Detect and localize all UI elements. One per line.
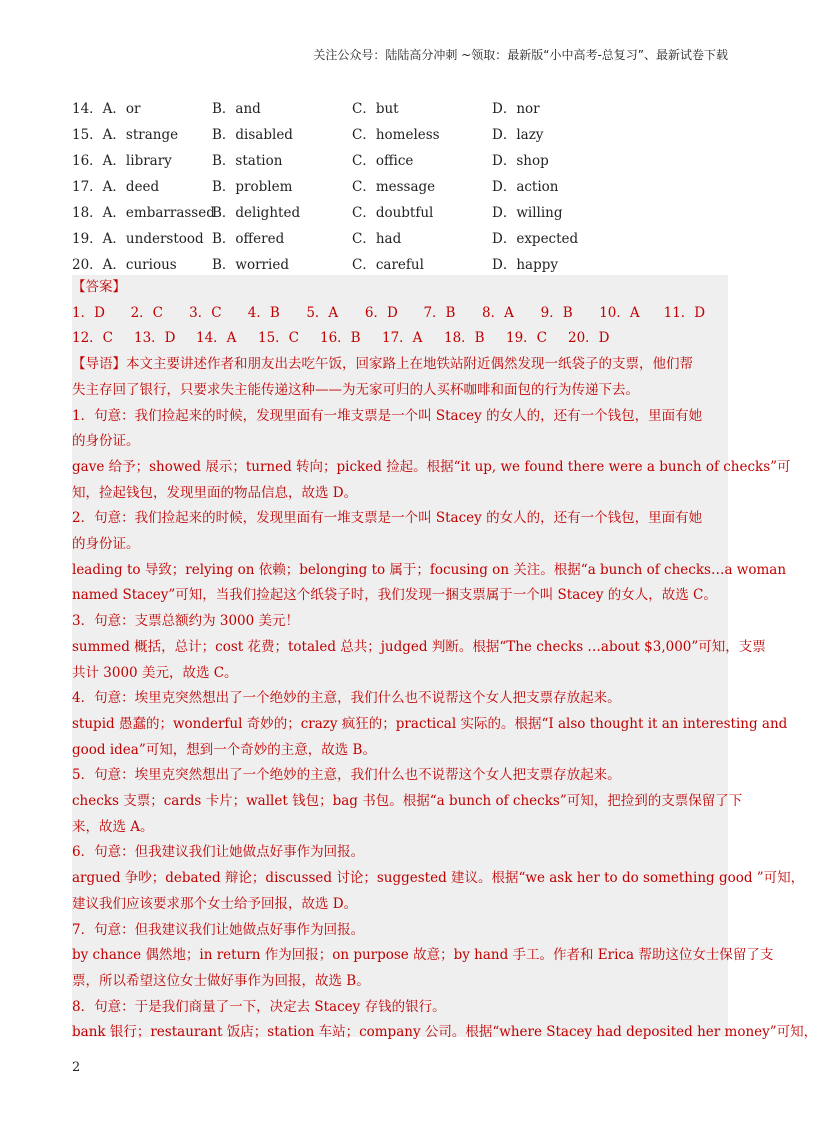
explanation-line: gave 给予；showed 展示；turned 转向；picked 捡起。根据“it up, we found there were a bunch of checks”可	[72, 458, 791, 475]
answer-item: 13．D	[134, 330, 176, 347]
answer-item: 18．B	[444, 330, 485, 347]
answer-item: 7．B	[423, 304, 456, 321]
explanation-line: leading to 导致；relying on 依赖；belonging to 属于；focusing on 关注。根据“a bunch of checks…a woman	[72, 561, 787, 578]
option-choice: D．shop	[492, 153, 549, 169]
explanation-line: 4．句意：埃里克突然想出了一个绝妙的主意，我们什么也不说帮这个女人把支票存放起来。	[72, 690, 621, 707]
option-choice: 17．A．deed	[72, 179, 160, 195]
option-choice: B．station	[212, 153, 283, 169]
option-choice: B．worried	[212, 257, 289, 273]
page-header: 关注公众号：陆陆高分冲刺 ~领取：最新版“小中高考-总复习”、最新试卷下载	[313, 48, 728, 62]
explanation-lines	[72, 352, 817, 1046]
explanation-line: bank 银行；restaurant 饭店；station 车站；company 公司。根据“where Stacey had deposited her money”可知，	[72, 1024, 817, 1041]
answer-item: 16．B	[320, 330, 361, 347]
explanation-line: 6．句意：但我建议我们让她做点好事作为回报。	[72, 844, 365, 861]
option-choice: D．action	[492, 179, 559, 195]
explanation-line: summed 概括，总计；cost 花费；totaled 总共；judged 判断。根据“The checks …about $3,000”可知，支票	[72, 638, 766, 655]
option-choice: 18．A．embarrassed	[72, 205, 215, 221]
answer-item: 1．D	[72, 304, 105, 321]
answer-item: 9．B	[540, 304, 573, 321]
option-row	[72, 172, 728, 198]
option-choice: D．happy	[492, 257, 558, 273]
option-row	[72, 198, 728, 224]
explanation-line: 共计 3000 美元，故选 C。	[72, 664, 238, 681]
explanation-line: 2．句意：我们捡起来的时候，发现里面有一堆支票是一个叫 Stacey 的女人的，还有一个钱包，里面有她	[72, 510, 703, 527]
answer-item: 14．A	[196, 330, 237, 347]
explanation-line: 1．句意：我们捡起来的时候，发现里面有一堆支票是一个叫 Stacey 的女人的，还有一个钱包，里面有她	[72, 407, 703, 424]
option-choice: D．willing	[492, 205, 563, 221]
explanation-line: good idea”可知，想到一个奇妙的主意，故选 B。	[72, 741, 376, 758]
option-choice: C．doubtful	[352, 205, 434, 221]
answer-item: 12．C	[72, 330, 114, 347]
answer-item: 10．A	[599, 304, 640, 321]
option-choice: B．and	[212, 101, 261, 117]
explanation-line: 票，所以希望这位女士做好事作为回报，故选 B。	[72, 972, 370, 989]
options-table	[72, 94, 728, 276]
explanation-line: checks 支票；cards 卡片；wallet 钱包；bag 书包。根据“a bunch of checks”可知，把捡到的支票保留了下	[72, 793, 743, 810]
explanation-line: named Stacey”可知，当我们捡起这个纸袋子时，我们发现一捆支票属于一个叫 Stacey 的女人，故选 C。	[72, 587, 717, 604]
option-choice: C．message	[352, 179, 436, 195]
explanation-line: 8．句意：于是我们商量了一下，决定去 Stacey 存钱的银行。	[72, 998, 446, 1015]
answer-item: 4．B	[247, 304, 280, 321]
answer-item: 5．A	[306, 304, 339, 321]
answer-item: 8．A	[482, 304, 514, 321]
option-choice: C．careful	[352, 257, 424, 273]
explanation-line: 失主存回了银行，只要求失主能传递这种——为无家可归的人买杯咖啡和面包的行为传递下去。	[72, 381, 639, 398]
option-choice: 20．A．curious	[72, 257, 177, 273]
option-row	[72, 146, 728, 172]
option-row	[72, 224, 728, 250]
option-choice: C．homeless	[352, 127, 440, 143]
option-choice: C．had	[352, 231, 402, 247]
option-row	[72, 120, 728, 146]
option-choice: B．disabled	[212, 127, 293, 143]
option-row	[72, 94, 728, 120]
option-row	[72, 250, 728, 276]
explanation-line: 7．句意：但我建议我们让她做点好事作为回报。	[72, 921, 365, 938]
answer-item: 17．A	[382, 330, 423, 347]
explanation-line: 建议我们应该要求那个女士给予回报，故选 D。	[72, 895, 358, 912]
answer-item: 15．C	[258, 330, 300, 347]
explanation-line: by chance 偶然地；in return 作为回报；on purpose 故意；by hand 手工。作者和 Erica 帮助这位女士保留了支	[72, 947, 774, 964]
answer-item: 20．D	[568, 330, 610, 347]
explanation-line: 3．句意：支票总额约为 3000 美元！	[72, 613, 300, 630]
answer-block	[72, 275, 817, 1041]
option-choice: 16．A．library	[72, 153, 172, 169]
explanation-line: stupid 愚蠢的；wonderful 奇妙的；crazy 疯狂的；practical 实际的。根据“I also thought it an interesting and	[72, 715, 788, 732]
answer-item: 11．D	[663, 304, 706, 321]
option-choice: B．delighted	[212, 205, 301, 221]
answer-item: 2．C	[130, 304, 163, 321]
answer-item: 6．D	[364, 304, 398, 321]
option-choice: B．offered	[212, 231, 285, 247]
option-choice: C．but	[352, 101, 399, 117]
explanation-line: 5．句意：埃里克突然想出了一个绝妙的主意，我们什么也不说帮这个女人把支票存放起来。	[72, 767, 621, 784]
explanation-line: 来，故选 A。	[72, 818, 154, 835]
option-choice: D．expected	[492, 231, 579, 247]
explanation-line: 的身份证。	[72, 433, 140, 450]
option-choice: 19．A．understood	[72, 231, 204, 247]
explanation-line: 【导语】本文主要讲述作者和朋友出去吃午饭，回家路上在地铁站附近偶然发现一纸袋子的支票，他们帮	[72, 356, 693, 373]
option-choice: C．office	[352, 153, 414, 169]
answer-item: 19．C	[506, 330, 548, 347]
option-choice: D．nor	[492, 101, 540, 117]
option-choice: B．problem	[212, 179, 293, 195]
answers-row-2	[72, 326, 728, 352]
explanation-line: 的身份证。	[72, 536, 140, 553]
answer-item: 3．C	[189, 304, 222, 321]
explanation-line: 知，捡起钱包，发现里面的物品信息，故选 D。	[72, 484, 358, 501]
option-choice: D．lazy	[492, 127, 544, 143]
explanation-line: argued 争吵；debated 辩论；discussed 讨论；suggested 建议。根据“we ask her to do something good ”可知，	[72, 870, 805, 887]
page-number: 2	[72, 1060, 81, 1075]
option-choice: 14．A．or	[72, 101, 141, 117]
answer-title: 【答案】	[72, 279, 126, 295]
option-choice: 15．A．strange	[72, 127, 179, 143]
answers-row-1	[72, 301, 728, 327]
